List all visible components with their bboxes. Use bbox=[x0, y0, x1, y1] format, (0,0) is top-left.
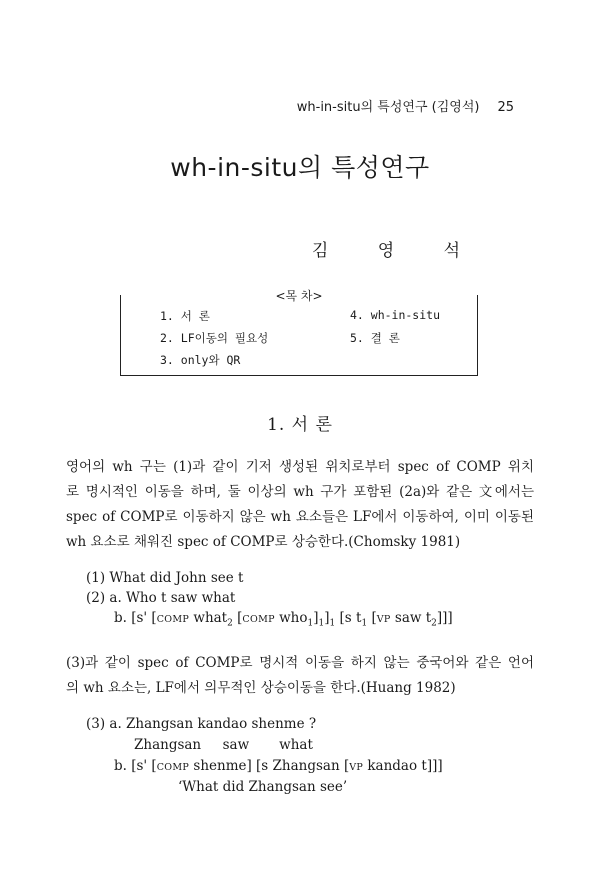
section-heading: 1. 서 론 bbox=[267, 415, 333, 435]
text-line: (3)과 같이 spec of COMP로 명시적 이동을 하지 않는 중국어와 같은 언어 bbox=[66, 655, 534, 671]
author-name: 김 영 석 bbox=[311, 241, 482, 261]
paragraph-1 bbox=[66, 455, 534, 555]
example-1: (1) What did John see t bbox=[86, 570, 244, 586]
toc-item: 4. wh-in-situ bbox=[350, 308, 441, 322]
toc-item: 3. only와 QR bbox=[160, 353, 241, 367]
text-line: wh 요소로 채워진 spec of COMP로 상승한다.(Chomsky 1981) bbox=[66, 534, 461, 550]
running-header bbox=[297, 96, 514, 115]
running-title: wh-in-situ의 특성연구 (김영석) bbox=[296, 100, 480, 115]
example-3a-gloss: Zhangsan saw what bbox=[134, 737, 313, 753]
example-2b: b. [s' [COMP what$_2$ [COMP $who_1]_1]_1$ [s $t_1$ [VP saw $t_2$]]] bbox=[114, 610, 453, 629]
example-2a: (2) a. Who t saw what bbox=[86, 590, 236, 606]
example-3b-translation: ‘What did Zhangsan see’ bbox=[178, 779, 348, 795]
example-3a: (3) a. Zhangsan kandao shenme ? bbox=[86, 716, 317, 732]
paper-title: wh-in-situ의 특성연구 bbox=[170, 153, 430, 182]
toc-item: 1. 서 론 bbox=[160, 309, 210, 323]
toc-heading: <목 차> bbox=[120, 287, 478, 304]
page-number: 25 bbox=[497, 100, 514, 115]
text-line: 영어의 wh 구는 (1)과 같이 기저 생성된 위치로부터 spec of COMP 위치 bbox=[66, 459, 534, 475]
text-line: 의 wh 요소는, LF에서 의무적인 상승이동을 한다.(Huang 1982) bbox=[66, 680, 456, 696]
text-line: 로 명시적인 이동을 하며, 둘 이상의 wh 구가 포함된 (2a)와 같은 文에서는 bbox=[66, 484, 534, 500]
toc-item: 5. 결 론 bbox=[350, 331, 400, 345]
paragraph-2 bbox=[66, 651, 534, 701]
text-line: spec of COMP로 이동하지 않은 wh 요소들은 LF에서 이동하여, 이미 이동된 bbox=[66, 509, 534, 525]
example-3b: b. [s' [COMP shenme] [s Zhangsan [VP kandao t]]] bbox=[114, 758, 443, 774]
toc-item: 2. LF이동의 필요성 bbox=[160, 331, 269, 345]
